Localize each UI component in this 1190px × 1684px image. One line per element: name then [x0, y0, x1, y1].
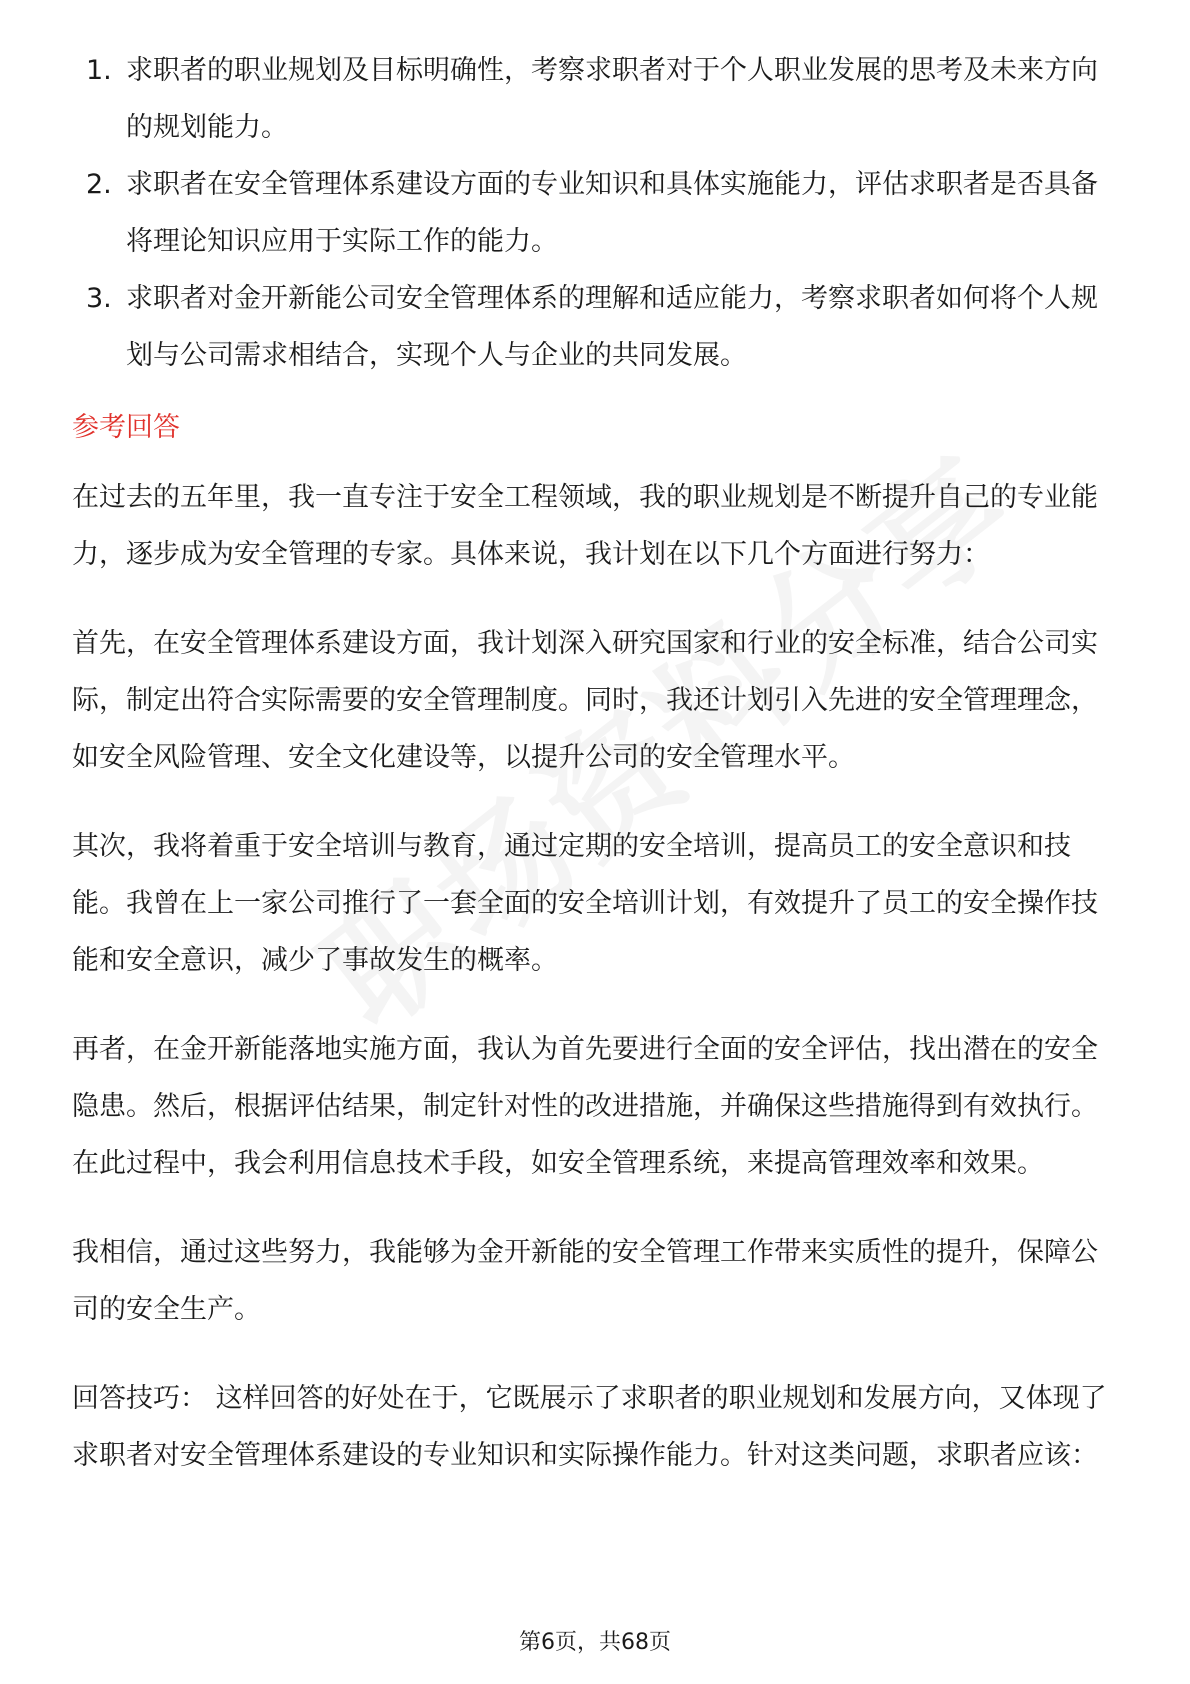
page-content — [72, 42, 1122, 1516]
list-item-text: 求职者对金开新能公司安全管理体系的理解和适应能力，考察求职者如何将个人规划与公司需求相结合，实现个人与企业的共同发展。 — [126, 283, 1098, 371]
list-item — [72, 156, 1122, 270]
list-item-text: 求职者在安全管理体系建设方面的专业知识和具体实施能力，评估求职者是否具备将理论知识应用于实际工作的能力。 — [126, 169, 1098, 257]
page-number-footer: 第6页，共68页 — [519, 1630, 671, 1655]
answer-tips-paragraph: 回答技巧： 这样回答的好处在于，它既展示了求职者的职业规划和发展方向，又体现了求职者对安全管理体系建设的专业知识和实际操作能力。针对这类问题，求职者应该： — [72, 1383, 1107, 1471]
list-item-text: 求职者的职业规划及目标明确性，考察求职者对于个人职业发展的思考及未来方向的规划能力。 — [126, 55, 1098, 143]
reference-answer-heading: 参考回答 — [72, 412, 180, 443]
list-item — [72, 42, 1122, 156]
list-item-number: 3. — [86, 283, 112, 314]
question-points-list — [72, 42, 1122, 384]
list-item-number: 1. — [86, 55, 112, 86]
answer-paragraph: 再者，在金开新能落地实施方面，我认为首先要进行全面的安全评估，找出潜在的安全隐患。然后，根据评估结果，制定针对性的改进措施，并确保这些措施得到有效执行。在此过程中，我会利用信息技术手段，如安全管理系统，来提高管理效率和效果。 — [72, 1034, 1098, 1179]
list-item — [72, 270, 1122, 384]
answer-paragraph: 首先，在安全管理体系建设方面，我计划深入研究国家和行业的安全标准，结合公司实际，制定出符合实际需要的安全管理制度。同时，我还计划引入先进的安全管理理念，如安全风险管理、安全文化建设等，以提升公司的安全管理水平。 — [72, 628, 1098, 773]
answer-paragraph: 我相信，通过这些努力，我能够为金开新能的安全管理工作带来实质性的提升，保障公司的安全生产。 — [72, 1237, 1098, 1325]
answer-paragraph: 其次，我将着重于安全培训与教育，通过定期的安全培训，提高员工的安全意识和技能。我曾在上一家公司推行了一套全面的安全培训计划，有效提升了员工的安全操作技能和安全意识，减少了事故发生的概率。 — [72, 831, 1098, 976]
answer-paragraph: 在过去的五年里，我一直专注于安全工程领域，我的职业规划是不断提升自己的专业能力，逐步成为安全管理的专家。具体来说，我计划在以下几个方面进行努力： — [72, 482, 1098, 570]
list-item-number: 2. — [86, 169, 112, 200]
